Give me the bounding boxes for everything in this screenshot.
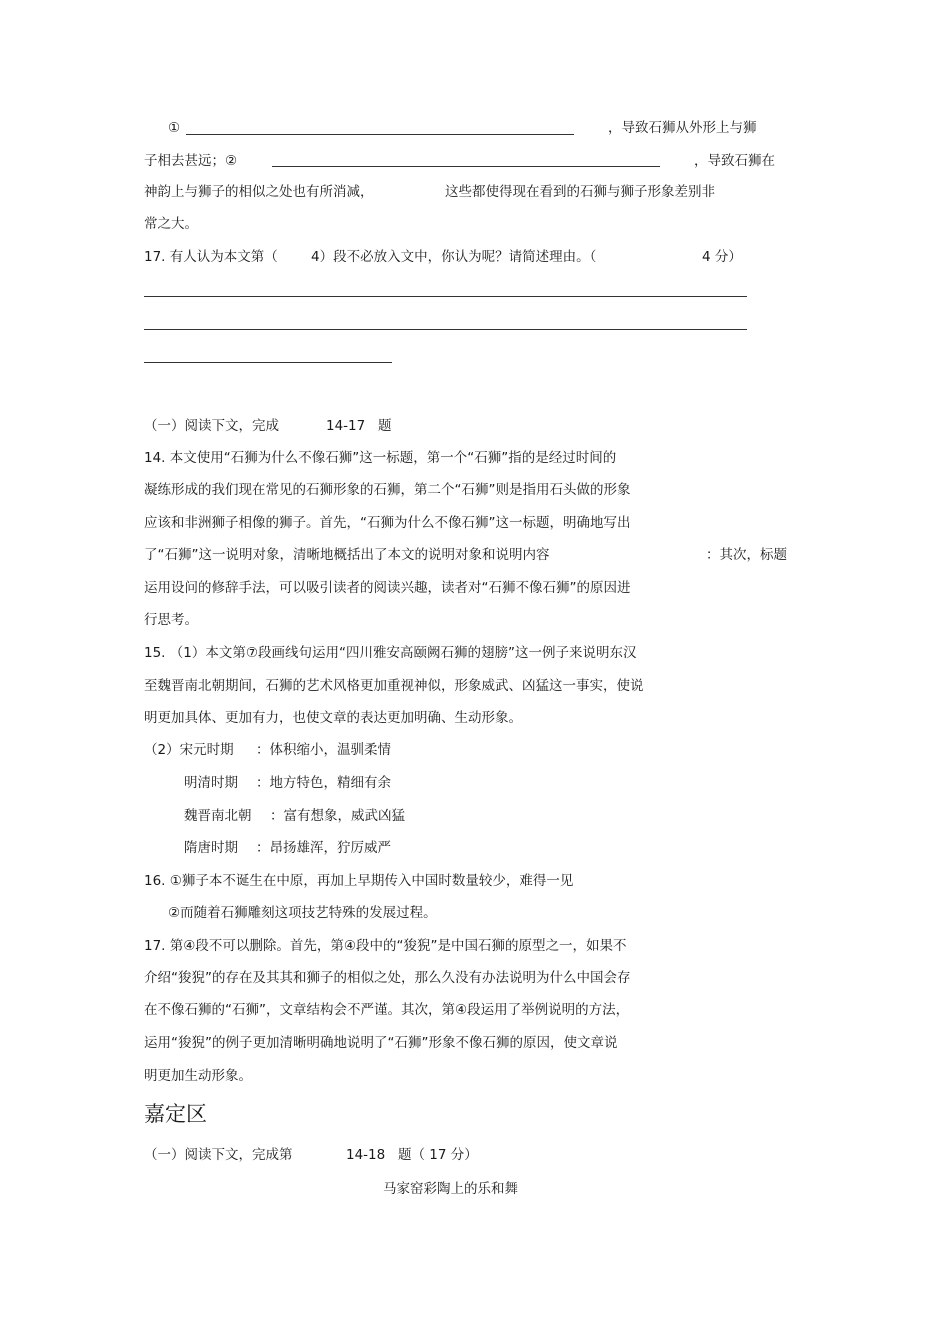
answer-17-line: 在不像石狮的“石狮”，文章结构会不严谨。其次，第④段运用了举例说明的方法，: [144, 1002, 630, 1018]
period-description: ：富有想象，威武凶猛: [270, 808, 405, 824]
period-label: （2）宋元时期: [144, 742, 234, 758]
paragraph-line: 神韵上与狮子的相似之处也有所消减，: [144, 184, 374, 200]
question-17-points: 4 分）: [702, 249, 742, 265]
period-label: 魏晋南北朝: [184, 808, 252, 824]
district-heading: 嘉定区: [144, 1102, 207, 1126]
answer-line-2[interactable]: [144, 329, 747, 330]
answer-17-line: 介绍“狻猊”的存在及其其和狮子的相似之处，那么久没有办法说明为什么中国会存: [144, 970, 631, 986]
answer-16-line: ②而随着石狮雕刻这项技艺特殊的发展过程。: [168, 905, 437, 921]
period-label: 明清时期: [184, 775, 238, 791]
question-17-prompt-a: 17. 有人认为本文第（: [144, 249, 278, 265]
answer-15-line: 15. （1）本文第⑦段画线句运用“四川雅安高颐阙石狮的翅膀”这一例子来说明东汉: [144, 645, 637, 661]
next-section-range: 14-18: [346, 1147, 386, 1163]
next-section-intro-c: 题（ 17 分）: [398, 1147, 478, 1163]
answer-14-line: 行思考。: [144, 612, 198, 628]
period-label: 隋唐时期: [184, 840, 238, 856]
answer-14-line: 了“石狮”这一说明对象，清晰地概括出了本文的说明对象和说明内容: [144, 547, 550, 563]
answer-blank-2[interactable]: [272, 166, 660, 167]
answer-line-3[interactable]: [144, 362, 392, 363]
blank1-tail-text: ，导致石狮从外形上与狮: [608, 120, 757, 136]
paragraph-line: 这些都使得现在看到的石狮与狮子形象差别非: [445, 184, 715, 200]
answer-line-1[interactable]: [144, 296, 747, 297]
answer-17-line: 17. 第④段不可以删除。首先，第④段中的“狻猊”是中国石狮的原型之一，如果不: [144, 938, 627, 954]
answer-14-line-tail: ：其次，标题: [706, 547, 787, 563]
answer-blank-1[interactable]: [186, 134, 574, 135]
next-section-intro-a: （一）阅读下文，完成第: [144, 1147, 293, 1163]
period-description: ：地方特色，精细有余: [256, 775, 391, 791]
blank1-number: ①: [168, 120, 181, 136]
paragraph-line: 常之大。: [144, 216, 198, 232]
blank2-head-text: 子相去甚远；②: [144, 153, 238, 169]
answer-14-line: 应该和非洲狮子相像的狮子。首先，“石狮为什么不像石狮”这一标题，明确地写出: [144, 515, 631, 531]
answer-14-line: 凝练形成的我们现在常见的石狮形象的石狮，第二个“石狮”则是指用石头做的形象: [144, 482, 631, 498]
period-description: ：体积缩小，温驯柔情: [256, 742, 391, 758]
period-description: ：昂扬雄浑，狞厉威严: [256, 840, 391, 856]
article-title: 马家窑彩陶上的乐和舞: [383, 1181, 518, 1197]
answer-14-line: 14. 本文使用“石狮为什么不像石狮”这一标题，第一个“石狮”指的是经过时间的: [144, 450, 617, 466]
answer-14-line: 运用设问的修辞手法，可以吸引读者的阅读兴趣，读者对“石狮不像石狮”的原因进: [144, 580, 631, 596]
blank2-tail-text: ，导致石狮在: [694, 153, 775, 169]
answer-17-line: 运用“狻猊”的例子更加清晰明确地说明了“石狮”形象不像石狮的原因，使文章说: [144, 1035, 618, 1051]
answer-15-line: 明更加具体、更加有力，也使文章的表达更加明确、生动形象。: [144, 710, 522, 726]
question-17-prompt-b: 4）段不必放入文中，你认为呢？请简述理由。（: [311, 249, 597, 265]
answer-16-line: 16. ①狮子本不诞生在中原，再加上早期传入中国时数量较少，难得一见: [144, 873, 574, 889]
section-intro-c: 题: [378, 418, 392, 434]
answer-17-line: 明更加生动形象。: [144, 1068, 252, 1084]
answer-15-line: 至魏晋南北朝期间，石狮的艺术风格更加重视神似，形象威武、凶猛这一事实，使说: [144, 678, 644, 694]
section-intro-range: 14-17: [326, 418, 366, 434]
section-intro-a: （一）阅读下文，完成: [144, 418, 279, 434]
